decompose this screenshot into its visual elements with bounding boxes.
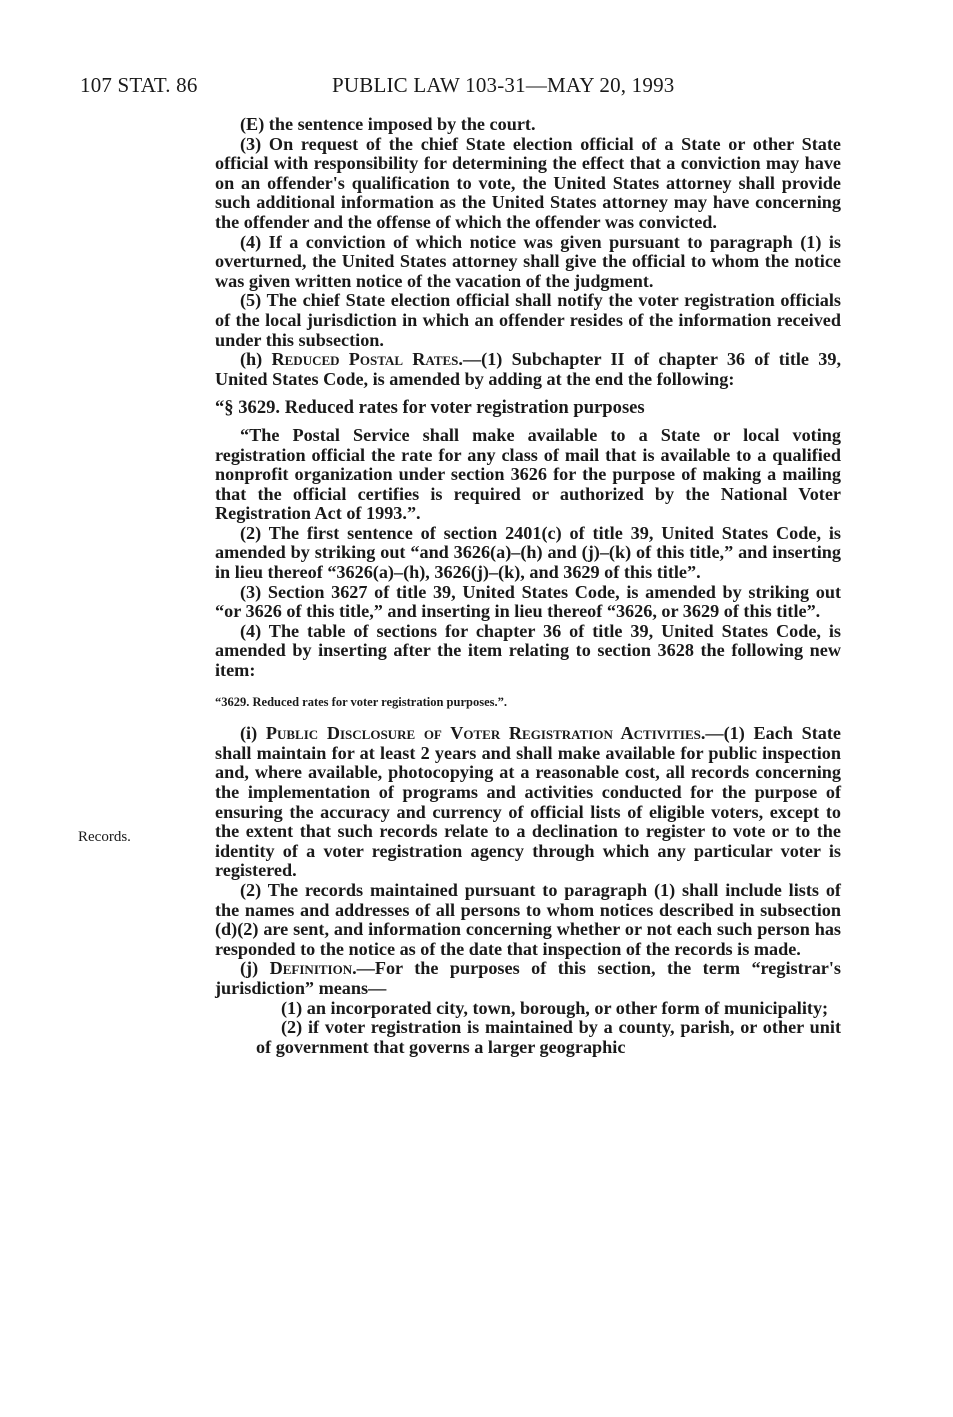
subsection-j-1: (1) an incorporated city, town, borough, or other form of municipality;: [281, 997, 829, 1018]
table-of-sections-item: “3629. Reduced rates for voter registration purposes.”.: [215, 694, 507, 709]
paragraph-4: (4) If a conviction of which notice was given pursuant to paragraph (1) is overturned, the United States attorney shall give the official to whom the notice was given written notice of the vacation of the judgment.: [215, 231, 841, 291]
subsection-h-prefix: (h): [240, 349, 272, 370]
subsection-i-text: —(1) Each State shall maintain for at least 2 years and shall make available for public inspection and, where available, photocopying at a reasonable cost, all records concerning the implementation of programs and activities conducted for the purpose of ensuring the accuracy and currency of official lists of eligible voters, except to the extent that such records relate to a declination to register to vote or to the identity of a voter registration agency through which any particular voter is registered.: [215, 723, 841, 881]
section-3629-text: “The Postal Service shall make available to a State or local voting registration official the rate for any class of mail that is available to a qualified nonprofit organization under section 3626 for the purpose of making a mailing that the official certifies is required or authorized by the National Voter Registration Act of 1993.”.: [215, 424, 841, 524]
subsection-i-2: (2) The records maintained pursuant to paragraph (1) shall include lists of the names and addresses of all persons to whom notices described in subsection (d)(2) are sent, and information concerning whether or not each such person has responded to the notice as of the date that inspection of the records is made.: [215, 879, 841, 959]
subsection-i: [215, 724, 841, 881]
public-law-title: PUBLIC LAW 103-31—MAY 20, 1993: [332, 73, 675, 97]
paragraph-e: (E) the sentence imposed by the court.: [240, 114, 536, 134]
section-3629-heading: “§ 3629. Reduced rates for voter registration purposes: [215, 397, 645, 419]
subsection-h-heading: Reduced Postal Rates.: [271, 349, 463, 370]
margin-note-records: Records.: [78, 829, 131, 845]
subsection-j-heading: Definition.: [269, 958, 357, 979]
subsection-j-prefix: (j): [240, 958, 270, 979]
subsection-i-prefix: (i): [240, 723, 266, 744]
subsection-j-2: (2) if voter registration is maintained by a county, parish, or other unit of government that governs a larger geographic: [256, 1017, 841, 1057]
subsection-j-text: —For the purposes of this section, the term “registrar's jurisdiction” means—: [215, 958, 841, 998]
subsection-i-heading: Public Disclosure of Voter Registration Activities.: [265, 723, 706, 744]
subsection-j: [215, 959, 841, 998]
law-body-text: [215, 115, 841, 1057]
subsection-h-4: (4) The table of sections for chapter 36 of title 39, United States Code, is amended by inserting after the item relating to section 3628 the following new item:: [215, 620, 841, 681]
subsection-h-2: (2) The first sentence of section 2401(c) of title 39, United States Code, is amended by striking out “and 3626(a)–(h) and (j)–(k) of this title,” and inserting in lieu thereof “3626(a)–(h), 3626(j)–(k), and 3629 of this title”.: [215, 522, 841, 583]
subsection-h-3: (3) Section 3627 of title 39, United States Code, is amended by striking out “or 3626 of this title,” and inserting in lieu thereof “3626, or 3629 of this title”.: [215, 581, 841, 622]
statute-page-number: 107 STAT. 86: [80, 73, 198, 97]
paragraph-3: (3) On request of the chief State election official of a State or other State official with responsibility for determining the effect that a conviction may have on an offender's qualification to vote, the United States attorney shall provide such additional information as the United States attorney may have concerning the offender and the offense of which the offender was convicted.: [215, 133, 841, 232]
paragraph-5: (5) The chief State election official shall notify the voter registration officials of the local jurisdiction in which an offender resides of the information received under this subsection.: [215, 290, 841, 350]
subsection-h: [215, 350, 841, 389]
subsection-h-text: —(1) Subchapter II of chapter 36 of title 39, United States Code, is amended by adding at the end the following:: [215, 349, 841, 389]
